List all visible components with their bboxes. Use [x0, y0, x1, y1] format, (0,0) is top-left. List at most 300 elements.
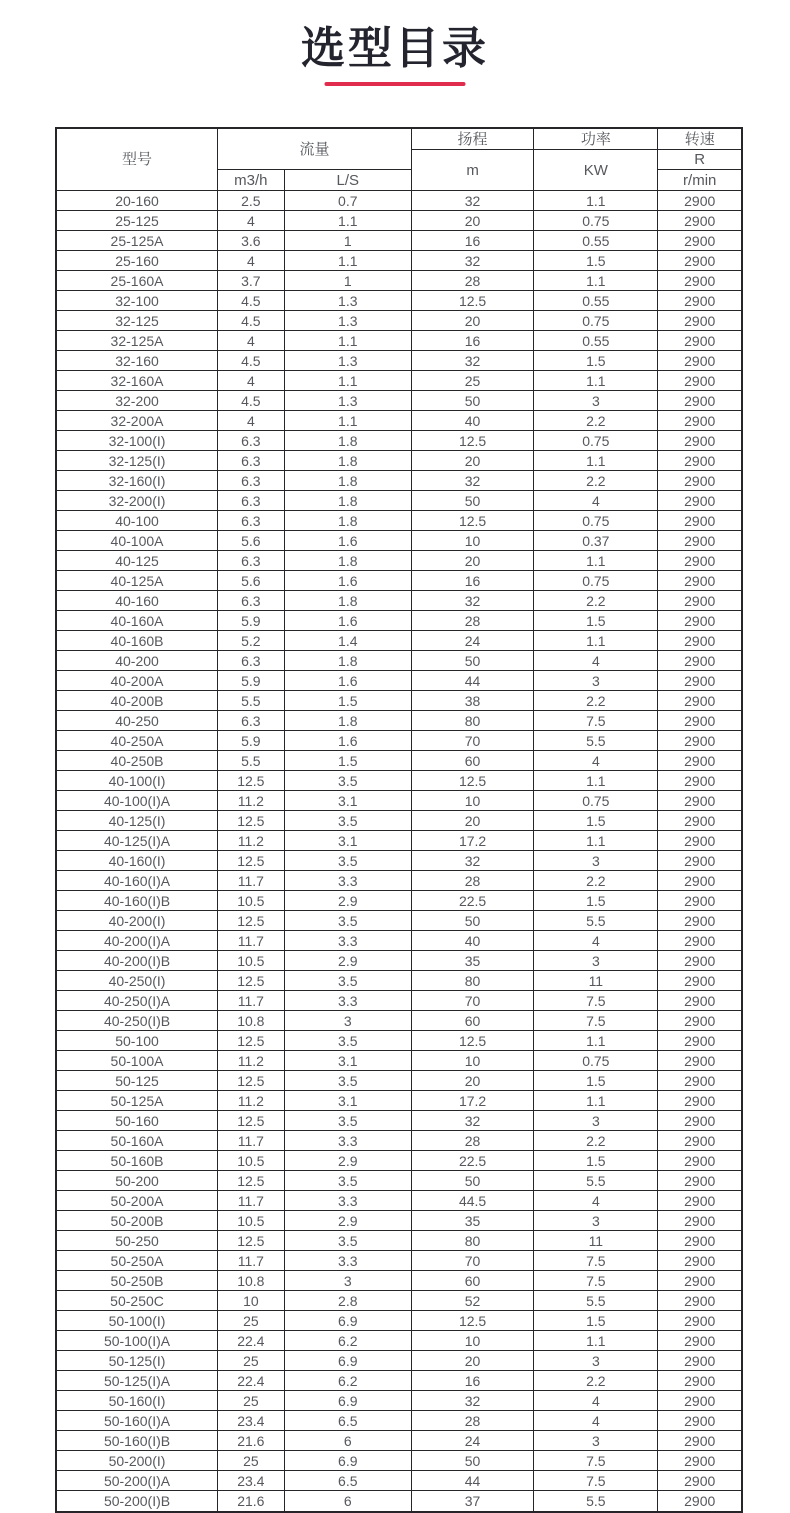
cell-head-m: 32: [412, 1111, 534, 1131]
cell-model: 40-250(I)B: [57, 1011, 218, 1031]
cell-flow-m3h: 10.5: [218, 951, 285, 971]
cell-flow-ls: 3.5: [285, 1071, 412, 1091]
cell-model: 50-125A: [57, 1091, 218, 1111]
cell-speed-rpm: 2900: [658, 771, 741, 791]
cell-power-kw: 11: [534, 971, 658, 991]
cell-model: 50-200A: [57, 1191, 218, 1211]
cell-flow-m3h: 4: [218, 411, 285, 431]
cell-speed-rpm: 2900: [658, 1011, 741, 1031]
cell-model: 50-100A: [57, 1051, 218, 1071]
cell-flow-m3h: 12.5: [218, 1231, 285, 1251]
cell-flow-m3h: 11.7: [218, 871, 285, 891]
cell-head-m: 40: [412, 931, 534, 951]
cell-flow-m3h: 12.5: [218, 911, 285, 931]
cell-model: 40-200B: [57, 691, 218, 711]
cell-speed-rpm: 2900: [658, 391, 741, 411]
cell-head-m: 20: [412, 1351, 534, 1371]
cell-flow-ls: 3.5: [285, 911, 412, 931]
cell-head-m: 12.5: [412, 771, 534, 791]
cell-model: 50-160(I)A: [57, 1411, 218, 1431]
cell-head-m: 12.5: [412, 291, 534, 311]
cell-power-kw: 1.5: [534, 611, 658, 631]
cell-head-m: 37: [412, 1491, 534, 1511]
cell-power-kw: 7.5: [534, 1251, 658, 1271]
cell-flow-ls: 1.8: [285, 711, 412, 731]
cell-model: 50-125(I)A: [57, 1371, 218, 1391]
cell-flow-m3h: 12.5: [218, 1111, 285, 1131]
cell-power-kw: 1.1: [534, 1331, 658, 1351]
cell-speed-rpm: 2900: [658, 791, 741, 811]
cell-flow-m3h: 25: [218, 1391, 285, 1411]
cell-head-m: 80: [412, 971, 534, 991]
cell-flow-ls: 1.8: [285, 511, 412, 531]
cell-flow-ls: 6.9: [285, 1311, 412, 1331]
cell-flow-ls: 1.3: [285, 391, 412, 411]
cell-model: 50-250A: [57, 1251, 218, 1271]
cell-power-kw: 1.1: [534, 631, 658, 651]
cell-power-kw: 7.5: [534, 1471, 658, 1491]
cell-speed-rpm: 2900: [658, 311, 741, 331]
cell-model: 40-200(I)A: [57, 931, 218, 951]
cell-model: 40-100(I): [57, 771, 218, 791]
cell-head-m: 60: [412, 1271, 534, 1291]
cell-flow-ls: 2.9: [285, 891, 412, 911]
cell-flow-m3h: 10.5: [218, 1151, 285, 1171]
cell-power-kw: 0.55: [534, 231, 658, 251]
cell-speed-rpm: 2900: [658, 1151, 741, 1171]
cell-speed-rpm: 2900: [658, 511, 741, 531]
cell-flow-ls: 1.4: [285, 631, 412, 651]
cell-model: 40-100: [57, 511, 218, 531]
cell-flow-ls: 1.8: [285, 591, 412, 611]
cell-power-kw: 5.5: [534, 1291, 658, 1311]
cell-head-m: 28: [412, 871, 534, 891]
cell-flow-ls: 6.2: [285, 1371, 412, 1391]
table-body: [57, 191, 741, 1511]
cell-head-m: 12.5: [412, 431, 534, 451]
cell-flow-m3h: 21.6: [218, 1431, 285, 1451]
cell-power-kw: 0.75: [534, 311, 658, 331]
cell-flow-m3h: 6.3: [218, 591, 285, 611]
cell-flow-m3h: 23.4: [218, 1471, 285, 1491]
cell-model: 50-160: [57, 1111, 218, 1131]
cell-model: 40-200: [57, 651, 218, 671]
cell-speed-rpm: 2900: [658, 371, 741, 391]
header-power-unit: KW: [534, 150, 658, 191]
cell-model: 40-160: [57, 591, 218, 611]
cell-head-m: 20: [412, 211, 534, 231]
cell-flow-m3h: 2.5: [218, 191, 285, 211]
cell-flow-ls: 1.8: [285, 451, 412, 471]
cell-power-kw: 1.1: [534, 1031, 658, 1051]
cell-flow-ls: 6.9: [285, 1451, 412, 1471]
cell-power-kw: 1.1: [534, 1091, 658, 1111]
cell-head-m: 44: [412, 1471, 534, 1491]
cell-head-m: 38: [412, 691, 534, 711]
cell-model: 40-125(I): [57, 811, 218, 831]
cell-flow-m3h: 5.6: [218, 571, 285, 591]
cell-speed-rpm: 2900: [658, 571, 741, 591]
cell-head-m: 50: [412, 911, 534, 931]
cell-flow-ls: 1.6: [285, 671, 412, 691]
cell-flow-ls: 6.5: [285, 1411, 412, 1431]
cell-speed-rpm: 2900: [658, 1251, 741, 1271]
cell-head-m: 28: [412, 1411, 534, 1431]
cell-flow-m3h: 3.7: [218, 271, 285, 291]
cell-speed-rpm: 2900: [658, 191, 741, 211]
cell-model: 25-160: [57, 251, 218, 271]
cell-speed-rpm: 2900: [658, 611, 741, 631]
cell-power-kw: 0.75: [534, 511, 658, 531]
cell-flow-m3h: 23.4: [218, 1411, 285, 1431]
cell-flow-ls: 3.5: [285, 1171, 412, 1191]
cell-head-m: 70: [412, 991, 534, 1011]
cell-power-kw: 5.5: [534, 911, 658, 931]
cell-head-m: 50: [412, 1171, 534, 1191]
cell-power-kw: 11: [534, 1231, 658, 1251]
cell-model: 40-250: [57, 711, 218, 731]
cell-head-m: 60: [412, 1011, 534, 1031]
cell-power-kw: 2.2: [534, 411, 658, 431]
cell-speed-rpm: 2900: [658, 1191, 741, 1211]
cell-speed-rpm: 2900: [658, 1031, 741, 1051]
cell-head-m: 16: [412, 331, 534, 351]
cell-head-m: 50: [412, 391, 534, 411]
cell-flow-m3h: 10.8: [218, 1271, 285, 1291]
cell-head-m: 25: [412, 371, 534, 391]
cell-speed-rpm: 2900: [658, 471, 741, 491]
cell-flow-ls: 3.3: [285, 1131, 412, 1151]
cell-flow-ls: 1.6: [285, 611, 412, 631]
page-title: 选型目录: [301, 24, 489, 73]
cell-speed-rpm: 2900: [658, 1091, 741, 1111]
cell-power-kw: 3: [534, 391, 658, 411]
cell-flow-m3h: 4: [218, 331, 285, 351]
cell-flow-m3h: 25: [218, 1311, 285, 1331]
cell-head-m: 28: [412, 611, 534, 631]
cell-head-m: 60: [412, 751, 534, 771]
cell-power-kw: 0.37: [534, 531, 658, 551]
cell-flow-ls: 1.3: [285, 311, 412, 331]
cell-speed-rpm: 2900: [658, 351, 741, 371]
cell-model: 40-160B: [57, 631, 218, 651]
cell-power-kw: 0.75: [534, 211, 658, 231]
cell-flow-ls: 0.7: [285, 191, 412, 211]
cell-speed-rpm: 2900: [658, 1311, 741, 1331]
cell-head-m: 32: [412, 591, 534, 611]
cell-power-kw: 5.5: [534, 1491, 658, 1511]
cell-model: 40-250(I): [57, 971, 218, 991]
cell-speed-rpm: 2900: [658, 591, 741, 611]
cell-flow-ls: 3.5: [285, 771, 412, 791]
cell-flow-ls: 3.5: [285, 1031, 412, 1051]
cell-power-kw: 4: [534, 931, 658, 951]
cell-flow-ls: 3.1: [285, 1091, 412, 1111]
cell-head-m: 32: [412, 351, 534, 371]
cell-flow-ls: 3.3: [285, 871, 412, 891]
cell-power-kw: 2.2: [534, 1131, 658, 1151]
header-head: 扬程: [412, 129, 534, 150]
cell-speed-rpm: 2900: [658, 1051, 741, 1071]
cell-head-m: 22.5: [412, 891, 534, 911]
cell-power-kw: 3: [534, 851, 658, 871]
cell-flow-m3h: 12.5: [218, 1171, 285, 1191]
cell-flow-m3h: 12.5: [218, 851, 285, 871]
cell-model: 32-200: [57, 391, 218, 411]
cell-flow-m3h: 3.6: [218, 231, 285, 251]
cell-flow-m3h: 10.8: [218, 1011, 285, 1031]
catalog-table: [55, 127, 743, 1513]
cell-model: 40-160(I)B: [57, 891, 218, 911]
cell-speed-rpm: 2900: [658, 811, 741, 831]
cell-flow-m3h: 12.5: [218, 971, 285, 991]
cell-speed-rpm: 2900: [658, 831, 741, 851]
cell-head-m: 16: [412, 1371, 534, 1391]
cell-head-m: 12.5: [412, 511, 534, 531]
cell-model: 40-250(I)A: [57, 991, 218, 1011]
cell-flow-m3h: 11.2: [218, 1091, 285, 1111]
cell-flow-ls: 2.9: [285, 951, 412, 971]
cell-flow-m3h: 12.5: [218, 1031, 285, 1051]
cell-flow-m3h: 11.2: [218, 831, 285, 851]
header-power: 功率: [534, 129, 658, 150]
cell-model: 32-125: [57, 311, 218, 331]
cell-head-m: 20: [412, 451, 534, 471]
cell-head-m: 17.2: [412, 1091, 534, 1111]
cell-head-m: 80: [412, 711, 534, 731]
cell-model: 50-160B: [57, 1151, 218, 1171]
cell-power-kw: 1.1: [534, 371, 658, 391]
cell-speed-rpm: 2900: [658, 631, 741, 651]
cell-model: 40-100(I)A: [57, 791, 218, 811]
cell-model: 50-200: [57, 1171, 218, 1191]
cell-model: 50-125(I): [57, 1351, 218, 1371]
cell-flow-ls: 2.9: [285, 1151, 412, 1171]
cell-model: 40-200(I)B: [57, 951, 218, 971]
cell-head-m: 32: [412, 1391, 534, 1411]
cell-power-kw: 1.1: [534, 551, 658, 571]
cell-flow-m3h: 5.5: [218, 751, 285, 771]
cell-model: 40-250B: [57, 751, 218, 771]
cell-head-m: 32: [412, 471, 534, 491]
cell-model: 32-200A: [57, 411, 218, 431]
cell-flow-m3h: 11.7: [218, 931, 285, 951]
cell-model: 40-125: [57, 551, 218, 571]
cell-flow-m3h: 5.2: [218, 631, 285, 651]
cell-flow-m3h: 5.9: [218, 731, 285, 751]
cell-head-m: 35: [412, 951, 534, 971]
cell-power-kw: 4: [534, 491, 658, 511]
cell-power-kw: 0.75: [534, 1051, 658, 1071]
cell-power-kw: 5.5: [534, 731, 658, 751]
cell-flow-ls: 3.3: [285, 1251, 412, 1271]
cell-head-m: 44.5: [412, 1191, 534, 1211]
cell-flow-m3h: 6.3: [218, 471, 285, 491]
cell-head-m: 10: [412, 791, 534, 811]
cell-head-m: 16: [412, 571, 534, 591]
cell-head-m: 16: [412, 231, 534, 251]
cell-model: 40-160(I)A: [57, 871, 218, 891]
cell-power-kw: 1.5: [534, 891, 658, 911]
cell-flow-m3h: 11.2: [218, 1051, 285, 1071]
cell-flow-m3h: 10.5: [218, 1211, 285, 1231]
cell-speed-rpm: 2900: [658, 271, 741, 291]
cell-speed-rpm: 2900: [658, 1431, 741, 1451]
cell-flow-ls: 1.6: [285, 731, 412, 751]
cell-speed-rpm: 2900: [658, 991, 741, 1011]
cell-flow-m3h: 12.5: [218, 771, 285, 791]
cell-flow-ls: 1.8: [285, 431, 412, 451]
cell-head-m: 70: [412, 1251, 534, 1271]
cell-speed-rpm: 2900: [658, 1271, 741, 1291]
cell-head-m: 24: [412, 631, 534, 651]
header-head-unit: m: [412, 150, 534, 191]
cell-model: 40-125A: [57, 571, 218, 591]
cell-power-kw: 1.5: [534, 1311, 658, 1331]
cell-speed-rpm: 2900: [658, 711, 741, 731]
cell-flow-m3h: 6.3: [218, 511, 285, 531]
cell-power-kw: 0.55: [534, 291, 658, 311]
cell-speed-rpm: 2900: [658, 491, 741, 511]
cell-flow-m3h: 22.4: [218, 1371, 285, 1391]
cell-model: 50-200(I)B: [57, 1491, 218, 1511]
cell-flow-ls: 3: [285, 1011, 412, 1031]
cell-flow-ls: 1.3: [285, 351, 412, 371]
cell-power-kw: 1.1: [534, 271, 658, 291]
cell-power-kw: 7.5: [534, 1271, 658, 1291]
cell-flow-m3h: 5.6: [218, 531, 285, 551]
cell-flow-ls: 3: [285, 1271, 412, 1291]
cell-speed-rpm: 2900: [658, 911, 741, 931]
cell-flow-ls: 6.9: [285, 1351, 412, 1371]
cell-power-kw: 3: [534, 951, 658, 971]
cell-power-kw: 2.2: [534, 591, 658, 611]
cell-model: 40-160A: [57, 611, 218, 631]
cell-flow-m3h: 6.3: [218, 711, 285, 731]
cell-speed-rpm: 2900: [658, 651, 741, 671]
cell-flow-ls: 1.5: [285, 751, 412, 771]
cell-speed-rpm: 2900: [658, 691, 741, 711]
cell-power-kw: 2.2: [534, 871, 658, 891]
cell-flow-m3h: 25: [218, 1451, 285, 1471]
cell-model: 50-250B: [57, 1271, 218, 1291]
cell-flow-ls: 3.3: [285, 931, 412, 951]
cell-model: 32-160(I): [57, 471, 218, 491]
cell-flow-ls: 6.2: [285, 1331, 412, 1351]
cell-flow-m3h: 11.2: [218, 791, 285, 811]
cell-speed-rpm: 2900: [658, 951, 741, 971]
cell-speed-rpm: 2900: [658, 971, 741, 991]
cell-power-kw: 7.5: [534, 1451, 658, 1471]
cell-power-kw: 7.5: [534, 991, 658, 1011]
cell-flow-m3h: 10: [218, 1291, 285, 1311]
cell-flow-ls: 1.6: [285, 531, 412, 551]
cell-speed-rpm: 2900: [658, 1451, 741, 1471]
cell-flow-m3h: 11.7: [218, 991, 285, 1011]
cell-head-m: 28: [412, 271, 534, 291]
header-speed-rmin: r/min: [658, 170, 741, 191]
cell-flow-ls: 3.5: [285, 971, 412, 991]
cell-flow-m3h: 4.5: [218, 391, 285, 411]
cell-flow-ls: 1.8: [285, 551, 412, 571]
cell-head-m: 22.5: [412, 1151, 534, 1171]
cell-head-m: 32: [412, 251, 534, 271]
cell-model: 50-125: [57, 1071, 218, 1091]
cell-power-kw: 7.5: [534, 711, 658, 731]
cell-power-kw: 3: [534, 1351, 658, 1371]
cell-model: 50-100: [57, 1031, 218, 1051]
cell-power-kw: 3: [534, 671, 658, 691]
cell-head-m: 52: [412, 1291, 534, 1311]
cell-model: 50-250C: [57, 1291, 218, 1311]
cell-power-kw: 1.1: [534, 451, 658, 471]
cell-model: 50-160A: [57, 1131, 218, 1151]
cell-power-kw: 1.5: [534, 251, 658, 271]
cell-speed-rpm: 2900: [658, 291, 741, 311]
cell-speed-rpm: 2900: [658, 751, 741, 771]
cell-speed-rpm: 2900: [658, 1071, 741, 1091]
cell-head-m: 50: [412, 1451, 534, 1471]
cell-flow-m3h: 5.5: [218, 691, 285, 711]
cell-flow-ls: 1: [285, 231, 412, 251]
cell-speed-rpm: 2900: [658, 1331, 741, 1351]
cell-power-kw: 2.2: [534, 471, 658, 491]
cell-power-kw: 1.5: [534, 351, 658, 371]
cell-head-m: 10: [412, 1331, 534, 1351]
cell-model: 50-200B: [57, 1211, 218, 1231]
cell-power-kw: 7.5: [534, 1011, 658, 1031]
cell-power-kw: 4: [534, 1391, 658, 1411]
header-flow: 流量: [218, 129, 412, 170]
cell-flow-ls: 1.1: [285, 251, 412, 271]
cell-speed-rpm: 2900: [658, 451, 741, 471]
cell-power-kw: 0.75: [534, 791, 658, 811]
cell-head-m: 10: [412, 1051, 534, 1071]
cell-flow-ls: 6: [285, 1491, 412, 1511]
table-header: [57, 129, 741, 191]
cell-power-kw: 1.5: [534, 811, 658, 831]
cell-model: 32-125(I): [57, 451, 218, 471]
cell-model: 50-100(I)A: [57, 1331, 218, 1351]
cell-head-m: 20: [412, 311, 534, 331]
cell-power-kw: 3: [534, 1211, 658, 1231]
cell-model: 20-160: [57, 191, 218, 211]
cell-power-kw: 1.1: [534, 191, 658, 211]
cell-head-m: 35: [412, 1211, 534, 1231]
title-underline: [325, 82, 466, 86]
cell-model: 32-100: [57, 291, 218, 311]
cell-flow-m3h: 6.3: [218, 651, 285, 671]
cell-head-m: 44: [412, 671, 534, 691]
cell-flow-ls: 1.1: [285, 411, 412, 431]
cell-head-m: 24: [412, 1431, 534, 1451]
cell-power-kw: 0.75: [534, 571, 658, 591]
cell-speed-rpm: 2900: [658, 1211, 741, 1231]
cell-power-kw: 0.55: [534, 331, 658, 351]
cell-flow-ls: 1.1: [285, 331, 412, 351]
cell-speed-rpm: 2900: [658, 411, 741, 431]
cell-power-kw: 4: [534, 751, 658, 771]
cell-model: 32-200(I): [57, 491, 218, 511]
cell-flow-ls: 3.5: [285, 811, 412, 831]
cell-model: 50-160(I)B: [57, 1431, 218, 1451]
cell-speed-rpm: 2900: [658, 1231, 741, 1251]
cell-head-m: 20: [412, 1071, 534, 1091]
cell-model: 40-200A: [57, 671, 218, 691]
cell-flow-m3h: 6.3: [218, 431, 285, 451]
cell-speed-rpm: 2900: [658, 1291, 741, 1311]
header-speed: 转速: [658, 129, 741, 150]
